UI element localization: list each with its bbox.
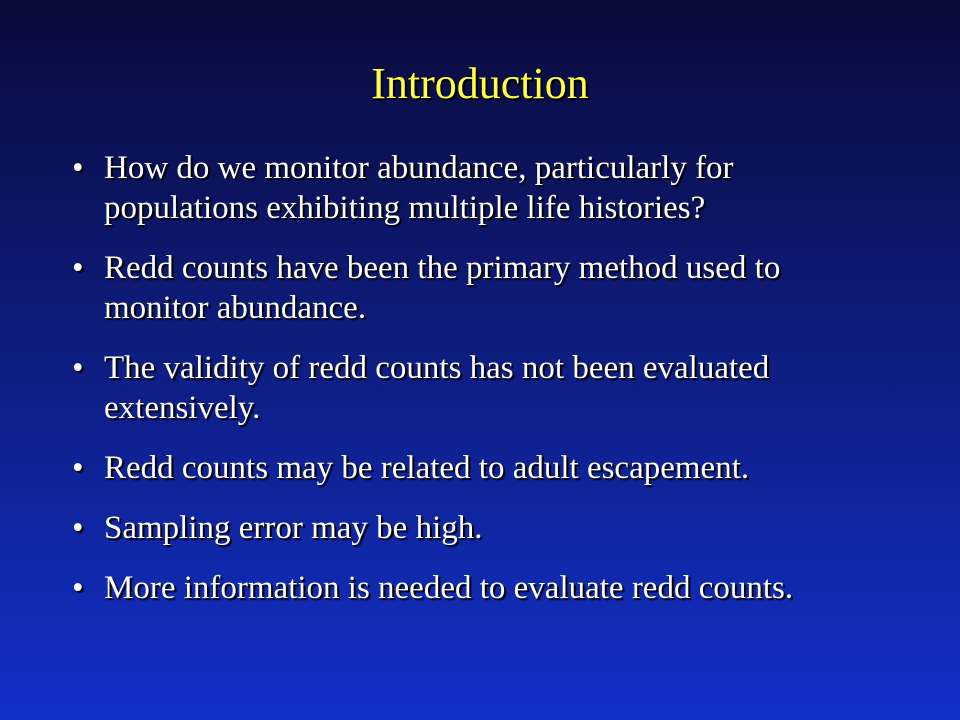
bullet-list xyxy=(72,148,892,628)
bullet-dot-icon: • xyxy=(72,250,84,286)
bullet-dot-icon: • xyxy=(72,510,84,546)
bullet-text: Sampling error may be high. xyxy=(104,510,483,546)
bullet-text: How do we monitor abundance, particularly for populations exhibiting multiple life histories? xyxy=(104,150,734,226)
bullet-text: Redd counts may be related to adult escapement. xyxy=(104,450,750,486)
bullet-item xyxy=(72,348,892,428)
bullet-dot-icon: • xyxy=(72,570,84,606)
bullet-text: More information is needed to evaluate redd counts. xyxy=(104,570,794,606)
slide-title: Introduction xyxy=(371,59,589,108)
bullet-item xyxy=(72,148,892,228)
bullet-item xyxy=(72,448,892,488)
bullet-item xyxy=(72,568,892,608)
bullet-dot-icon: • xyxy=(72,450,84,486)
bullet-text: The validity of redd counts has not been evaluated extensively. xyxy=(104,350,770,426)
bullet-item xyxy=(72,508,892,548)
bullet-item xyxy=(72,248,892,328)
bullet-dot-icon: • xyxy=(72,350,84,386)
bullet-text: Redd counts have been the primary method used to monitor abundance. xyxy=(104,250,781,326)
bullet-dot-icon: • xyxy=(72,150,84,186)
